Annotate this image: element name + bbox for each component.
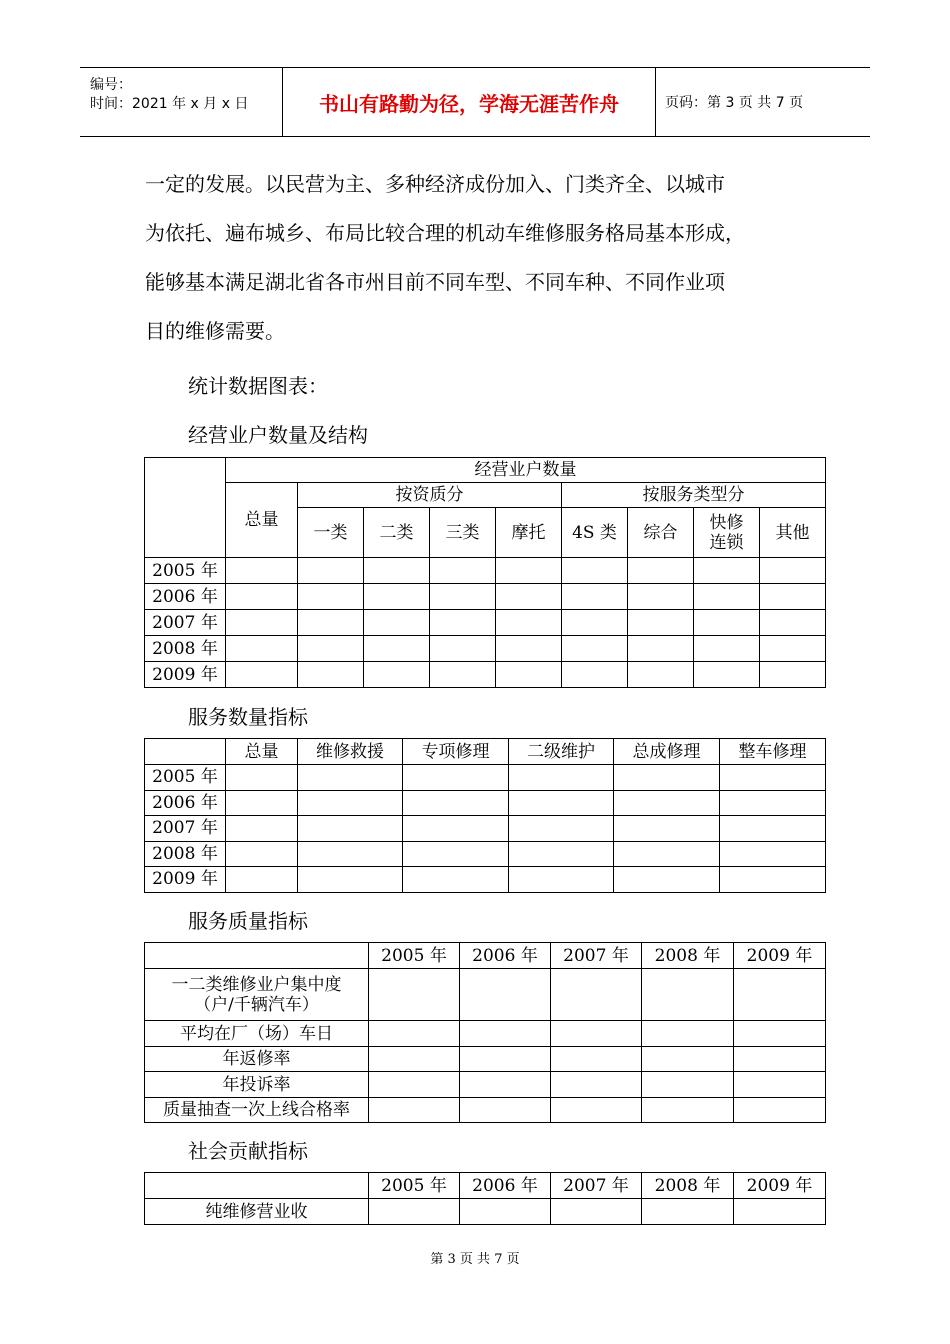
data-cell [460,1021,551,1047]
data-cell [760,636,826,662]
data-cell [694,610,760,636]
data-cell [734,1072,826,1098]
data-cell [460,1098,551,1123]
row-label: 一二类维修业户集中度 （户/千辆汽车） [145,969,369,1021]
paragraph-line: 能够基本满足湖北省各市州目前不同车型、不同车种、不同作业项 [145,270,725,294]
data-cell [298,558,364,584]
data-cell [734,1199,826,1225]
table-row [145,558,826,584]
sub-header: 一类 [298,508,364,558]
data-cell [403,765,509,791]
year-cell: 2009 年 [145,867,226,893]
table-row [145,636,826,662]
data-cell [430,584,496,610]
data-cell [642,1047,734,1072]
data-cell [369,969,460,1021]
total-header: 总量 [226,483,298,558]
row-label: 年返修率 [145,1047,369,1072]
row-label: 年投诉率 [145,1072,369,1098]
sub-header: 二类 [364,508,430,558]
data-cell [496,636,562,662]
table-row [145,790,826,816]
column-header: 总成修理 [614,739,720,765]
year-cell: 2007 年 [145,816,226,842]
data-cell [298,636,364,662]
data-cell [734,969,826,1021]
data-cell [403,816,509,842]
table-row [145,1072,826,1098]
data-cell [369,1072,460,1098]
year-cell: 2006 年 [145,584,226,610]
sub-header: 4S 类 [562,508,628,558]
data-cell [694,662,760,688]
data-cell [720,790,826,816]
table1-caption: 经营业户数量及结构 [188,423,368,447]
table-row [145,1047,826,1072]
data-cell [226,841,298,867]
sub-header: 综合 [628,508,694,558]
data-cell [642,1199,734,1225]
stats-heading: 统计数据图表： [188,374,328,398]
column-header: 维修救援 [298,739,403,765]
column-header: 专项修理 [403,739,509,765]
year-header: 2007 年 [551,1173,642,1199]
header-slogan: 书山有路勤为径，学海无涯苦作舟 [282,68,656,136]
data-cell [496,610,562,636]
data-cell [298,790,403,816]
data-cell [551,1047,642,1072]
data-cell [226,765,298,791]
number-label: 编号： [90,77,132,93]
sub-header: 其他 [760,508,826,558]
corner-cell [145,943,369,969]
data-cell [628,610,694,636]
table-row [145,610,826,636]
table-row [145,1098,826,1123]
data-cell [430,558,496,584]
data-cell [298,867,403,893]
data-cell [614,790,720,816]
data-cell [369,1098,460,1123]
data-cell [734,1021,826,1047]
table-row [145,867,826,893]
data-cell [509,841,614,867]
data-cell [509,765,614,791]
data-cell [628,584,694,610]
data-cell [298,765,403,791]
data-cell [496,558,562,584]
table-row [145,1021,826,1047]
year-cell: 2008 年 [145,841,226,867]
data-cell [460,1072,551,1098]
social-contribution-table [144,1172,826,1225]
data-cell [760,610,826,636]
data-cell [430,636,496,662]
page-number-label: 页码：第 3 页 共 7 页 [665,95,804,111]
year-header: 2005 年 [369,1173,460,1199]
header-meta [80,68,282,136]
data-cell [734,1098,826,1123]
data-cell [760,584,826,610]
table-row [145,816,826,842]
data-cell [760,662,826,688]
top-header: 经营业户数量 [226,458,826,483]
data-cell [720,765,826,791]
data-cell [509,867,614,893]
data-cell [298,610,364,636]
row-label: 纯维修营业收 [145,1199,369,1225]
sub-header: 三类 [430,508,496,558]
table2-caption: 服务数量指标 [188,705,308,729]
page-header [80,67,870,137]
data-cell [226,636,298,662]
service-quantity-table [144,738,826,893]
data-cell [460,1047,551,1072]
data-cell [760,558,826,584]
table-row [145,662,826,688]
year-cell: 2009 年 [145,662,226,688]
table-row [145,584,826,610]
data-cell [226,584,298,610]
sub-header: 快修 连锁 [694,508,760,558]
data-cell [364,610,430,636]
data-cell [226,867,298,893]
data-cell [509,816,614,842]
data-cell [298,662,364,688]
year-header: 2006 年 [460,943,551,969]
data-cell [551,969,642,1021]
column-header [145,739,226,765]
data-cell [694,558,760,584]
data-cell [226,662,298,688]
year-cell: 2005 年 [145,558,226,584]
data-cell [562,558,628,584]
year-header: 2005 年 [369,943,460,969]
year-cell: 2007 年 [145,610,226,636]
data-cell [614,765,720,791]
page-footer: 第 3 页 共 7 页 [430,1252,520,1267]
table-row [145,841,826,867]
paragraph-line: 目的维修需要。 [145,319,285,343]
year-header: 2009 年 [734,1173,826,1199]
business-households-table [144,457,826,688]
data-cell [720,816,826,842]
data-cell [551,1072,642,1098]
data-cell [642,969,734,1021]
data-cell [496,584,562,610]
data-cell [369,1021,460,1047]
data-cell [460,969,551,1021]
corner-cell [145,458,226,558]
data-cell [720,841,826,867]
data-cell [364,558,430,584]
data-cell [364,636,430,662]
data-cell [364,584,430,610]
year-header: 2007 年 [551,943,642,969]
data-cell [551,1199,642,1225]
data-cell [694,584,760,610]
data-cell [364,662,430,688]
row-label: 平均在厂（场）车日 [145,1021,369,1047]
table4-caption: 社会贡献指标 [188,1139,308,1163]
data-cell [226,816,298,842]
data-cell [614,867,720,893]
data-cell [403,867,509,893]
table3-caption: 服务质量指标 [188,909,308,933]
data-cell [551,1021,642,1047]
data-cell [430,610,496,636]
data-cell [614,816,720,842]
data-cell [430,662,496,688]
year-header: 2008 年 [642,1173,734,1199]
data-cell [562,662,628,688]
year-cell: 2005 年 [145,765,226,791]
data-cell [403,841,509,867]
service-group-header: 按服务类型分 [562,483,826,508]
data-cell [298,816,403,842]
paragraph-line: 为依托、遍布城乡、布局比较合理的机动车维修服务格局基本形成， [145,221,745,245]
table-row [145,1199,826,1225]
table-row [145,969,826,1021]
data-cell [496,662,562,688]
data-cell [562,636,628,662]
data-cell [226,610,298,636]
data-cell [460,1199,551,1225]
column-header: 二级维护 [509,739,614,765]
data-cell [369,1199,460,1225]
data-cell [298,841,403,867]
year-header: 2008 年 [642,943,734,969]
time-label: 时间：2021 年 x 月 x 日 [90,96,249,112]
service-quality-table [144,942,826,1123]
data-cell [734,1047,826,1072]
table-row [145,765,826,791]
data-cell [642,1021,734,1047]
column-header: 整车修理 [720,739,826,765]
data-cell [403,790,509,816]
data-cell [628,636,694,662]
data-cell [628,558,694,584]
data-cell [642,1098,734,1123]
data-cell [562,584,628,610]
data-cell [226,558,298,584]
corner-cell [145,1173,369,1199]
data-cell [614,841,720,867]
data-cell [562,610,628,636]
data-cell [628,662,694,688]
data-cell [642,1072,734,1098]
year-header: 2006 年 [460,1173,551,1199]
data-cell [720,867,826,893]
column-header: 总量 [226,739,298,765]
year-header: 2009 年 [734,943,826,969]
body-paragraph [145,160,825,356]
data-cell [369,1047,460,1072]
sub-header: 摩托 [496,508,562,558]
row-label: 质量抽查一次上线合格率 [145,1098,369,1123]
data-cell [694,636,760,662]
year-cell: 2006 年 [145,790,226,816]
data-cell [298,584,364,610]
data-cell [226,790,298,816]
year-cell: 2008 年 [145,636,226,662]
data-cell [509,790,614,816]
data-cell [551,1098,642,1123]
paragraph-line: 一定的发展。以民营为主、多种经济成份加入、门类齐全、以城市 [145,172,725,196]
quality-group-header: 按资质分 [298,483,562,508]
